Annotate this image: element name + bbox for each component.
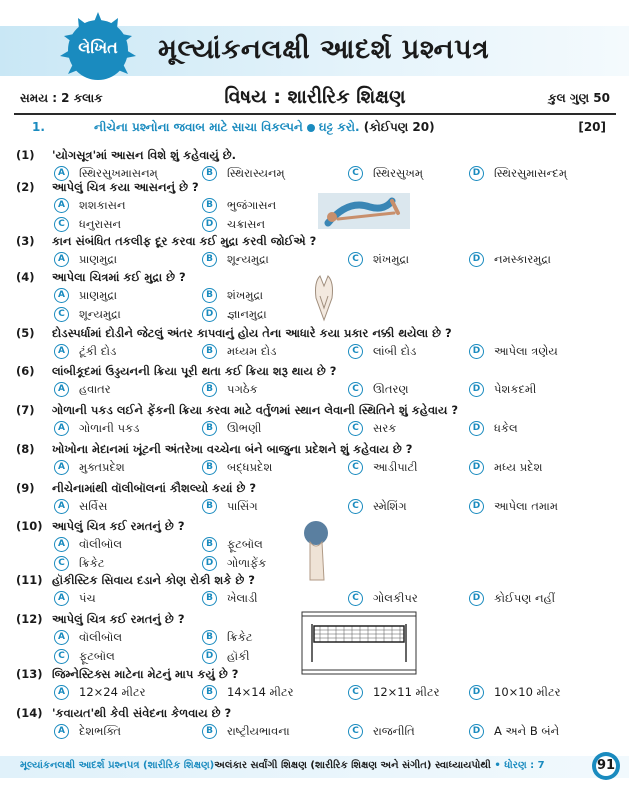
question-number: (1) [16, 148, 35, 162]
answer-option[interactable] [54, 252, 117, 267]
section-instruction [14, 120, 616, 138]
footer-grade: • ધોરણ : 7 [494, 760, 545, 771]
option-letter-circle[interactable]: B [202, 421, 217, 436]
option-text: પેશકદમી [494, 382, 537, 396]
page-number-badge [588, 748, 624, 784]
answer-option[interactable] [469, 166, 567, 181]
option-text: પગઠેક [227, 382, 258, 396]
question-text: ગોળાની પકડ લઈને ફેંકની ક્રિયા કરવા માટે વર્તુળમાં સ્થાન લેવાની સ્થિતિને શું કહેવાય ? [52, 403, 459, 417]
answer-option[interactable] [469, 591, 555, 606]
option-text: શંખમુદ્રા [373, 252, 410, 266]
option-text: કોઈપણ નહીં [494, 591, 556, 605]
question-number: (7) [16, 403, 35, 417]
court-diagram-picture [300, 610, 418, 680]
footer-text [20, 760, 545, 771]
option-text: ટૂંકી દોડ [79, 344, 117, 358]
option-text: ગોળાફેંક [227, 556, 267, 570]
option-text: પંચ [79, 591, 96, 605]
option-text: 10×10 મીટર [494, 685, 561, 699]
option-text: મધ્યમ દોડ [227, 344, 277, 358]
option-text: હૉકી [227, 649, 250, 663]
option-text: મુક્તપ્રદેશ [79, 460, 125, 474]
answer-option[interactable] [202, 344, 276, 359]
question-text: જિમ્નેસ્ટિક્સ માટેના મેટનું માપ કયું છે ? [52, 667, 239, 681]
answer-option[interactable] [348, 166, 423, 181]
answer-option[interactable] [469, 499, 558, 514]
option-letter-circle[interactable]: A [54, 344, 69, 359]
option-letter-circle[interactable]: A [54, 460, 69, 475]
question-text: નીચેનામાંથી વૉલીબૉલનાં કૌશલ્યો કયાં છે ? [52, 481, 257, 495]
option-letter-circle[interactable]: C [348, 421, 363, 436]
answer-option[interactable] [202, 630, 253, 645]
option-letter-circle[interactable]: A [54, 252, 69, 267]
ball-icon [300, 520, 332, 582]
badge-label: લેખિત [78, 38, 118, 57]
footer-book: અલંકાર સર્વાંગી શિક્ષણ (શારીરિક શિક્ષણ અને સંગીત) સ્વાધ્યાયપોથી [214, 760, 491, 771]
dhanurasana-picture [318, 193, 410, 233]
answer-option[interactable] [54, 630, 122, 645]
option-text: સ્મેશિંગ [373, 499, 407, 513]
option-letter-circle[interactable]: D [202, 556, 217, 571]
answer-option[interactable] [348, 344, 416, 359]
option-text: 12×11 મીટર [373, 685, 440, 699]
question-number: (10) [16, 519, 43, 533]
answer-option[interactable] [469, 382, 536, 397]
option-text: સરક [373, 421, 397, 435]
question-text: 'યોગસૂત્ર'માં આસન વિશે શું કહેવાયું છે. [52, 148, 237, 162]
answer-option[interactable] [202, 649, 250, 664]
option-letter-circle[interactable]: D [469, 460, 484, 475]
question-text: કાન સંબંધિત તકલીફ દૂર કરવા કઈ મુદ્રા કરવી જોઈએ ? [52, 234, 317, 248]
option-letter-circle[interactable]: D [469, 724, 484, 739]
option-text: ધનુરાસન [79, 217, 122, 231]
badge [56, 8, 140, 92]
question-text: આપેલું ચિત્ર કયા આસનનું છે ? [52, 180, 199, 194]
option-letter-circle[interactable]: D [469, 344, 484, 359]
option-text: હવાતર [79, 382, 111, 396]
section-number: 1. [32, 120, 45, 134]
page-footer [0, 756, 629, 778]
option-letter-circle[interactable]: C [348, 724, 363, 739]
option-letter-circle[interactable]: B [202, 591, 217, 606]
question-number: (12) [16, 612, 43, 626]
question-text: આપેલું ચિત્ર કઈ રમતનું છે ? [52, 519, 185, 533]
option-text: પાસિંગ [227, 499, 258, 513]
option-text: સર્વિસ [79, 499, 108, 513]
exam-time: સમય : 2 કલાક [20, 91, 103, 105]
answer-option[interactable] [469, 344, 558, 359]
footer-title: મૂલ્યાંકનલક્ષી આદર્શ પ્રશ્નપત્ર (શારીરિક શિક્ષણ) [20, 760, 215, 771]
option-text: શંખમુદ્રા [227, 288, 264, 302]
option-letter-circle[interactable]: A [54, 537, 69, 552]
answer-option[interactable] [202, 382, 258, 397]
option-text: ઊતરણ [373, 382, 409, 396]
question-text: હૉકીસ્ટિક સિવાય દડાને કોણ રોકી શકે છે ? [52, 573, 255, 587]
option-letter-circle[interactable]: C [348, 499, 363, 514]
option-text: ઊભણી [227, 421, 262, 435]
question-number: (13) [16, 667, 43, 681]
option-text: બદ્ધપ્રદેશ [227, 460, 273, 474]
answer-option[interactable] [348, 591, 418, 606]
option-text: દેશભક્તિ [79, 724, 121, 738]
answer-option[interactable] [54, 344, 116, 359]
answer-option[interactable] [54, 421, 139, 436]
question-text: દોડસ્પર્ધામાં દોડીને જેટલું અંતર કાપવાનું હોય તેના આધારે કયા પ્રકાર નક્કી થયેલા છે ? [52, 326, 452, 340]
option-text: ક્રિકેટ [79, 556, 105, 570]
option-text: વૉલીબૉલ [79, 537, 123, 551]
answer-option[interactable] [54, 307, 121, 322]
instruction-action: ઘટ્ટ કરો. [318, 120, 360, 134]
answer-option[interactable] [54, 166, 158, 181]
question-text: આપેલા ચિત્રમાં કઈ મુદ્રા છે ? [52, 270, 186, 284]
answer-option[interactable] [202, 537, 263, 552]
option-text: સ્થિરાસ્યનમ્ [227, 166, 285, 180]
option-text: ફૂટબૉલ [227, 537, 263, 551]
question-number: (4) [16, 270, 35, 284]
option-letter-circle[interactable]: C [54, 307, 69, 322]
option-letter-circle[interactable]: B [202, 499, 217, 514]
answer-option[interactable] [54, 724, 121, 739]
answer-option[interactable] [348, 421, 396, 436]
question-number: (6) [16, 364, 35, 378]
question-number: (14) [16, 706, 43, 720]
option-letter-circle[interactable]: B [202, 198, 217, 213]
exam-total-marks: કુલ ગુણ 50 [548, 91, 610, 105]
option-letter-circle[interactable]: B [202, 166, 217, 181]
option-letter-circle[interactable]: C [348, 460, 363, 475]
answer-option[interactable] [54, 649, 115, 664]
answer-option[interactable] [348, 252, 409, 267]
answer-option[interactable] [54, 556, 105, 571]
net-court-icon [300, 610, 418, 676]
answer-option[interactable] [202, 307, 267, 322]
answer-option[interactable] [469, 460, 543, 475]
instruction-choice: (કોઈપણ 20) [363, 120, 435, 134]
option-text: આડીપાટી [373, 460, 418, 474]
option-letter-circle[interactable]: C [54, 217, 69, 232]
exam-subject: વિષય : શારીરિક શિક્ષણ [224, 86, 406, 108]
question-number: (11) [16, 573, 43, 587]
option-text: સ્થિરસુખમ્ [373, 166, 423, 180]
option-text: શૂન્યમુદ્રા [79, 307, 121, 321]
option-text: સ્થિરસુખમાસનમ્ [79, 166, 158, 180]
answer-option[interactable] [202, 591, 258, 606]
option-text: 14×14 મીટર [227, 685, 294, 699]
option-text: ફૂટબૉલ [79, 649, 115, 663]
question-number: (5) [16, 326, 35, 340]
answer-option[interactable] [54, 217, 121, 232]
option-letter-circle[interactable]: B [202, 685, 217, 700]
answer-option[interactable] [54, 288, 117, 303]
option-text: સ્થિરસુમાસન્દમ્ [494, 166, 567, 180]
option-text: ધકેલ [494, 421, 518, 435]
option-letter-circle[interactable]: A [54, 630, 69, 645]
option-letter-circle[interactable]: C [348, 344, 363, 359]
option-text: 12×24 મીટર [79, 685, 146, 699]
answer-option[interactable] [202, 166, 285, 181]
option-letter-circle[interactable]: C [54, 556, 69, 571]
option-text: ગોળાની પકડ [79, 421, 140, 435]
mudra-picture [304, 272, 344, 326]
answer-option[interactable] [202, 421, 261, 436]
option-text: ચક્રાસન [227, 217, 266, 231]
option-text: નમસ્કારમુદ્રા [494, 252, 551, 266]
answer-option[interactable] [54, 198, 126, 213]
option-text: શૂન્યમુદ્રા [227, 252, 269, 266]
question-text: ખોખોના મેદાનમાં ખૂંટની અંતરેખા વચ્ચેના બંને બાજુના પ્રદેશને શું કહેવાય છે ? [52, 442, 413, 456]
option-text: જ્ઞાનમુદ્રા [227, 307, 267, 321]
answer-option[interactable] [469, 252, 551, 267]
option-letter-circle[interactable]: D [469, 685, 484, 700]
question-text: આપેલું ચિત્ર કઈ રમતનું છે ? [52, 612, 185, 626]
option-letter-circle[interactable]: D [469, 499, 484, 514]
option-letter-circle[interactable]: A [54, 382, 69, 397]
answer-option[interactable] [202, 556, 266, 571]
option-letter-circle[interactable]: B [202, 460, 217, 475]
answer-option[interactable] [202, 217, 265, 232]
option-letter-circle[interactable]: A [54, 724, 69, 739]
answer-option[interactable] [54, 499, 107, 514]
page-number: 91 [596, 758, 616, 773]
option-letter-circle[interactable]: C [348, 685, 363, 700]
answer-option[interactable] [202, 252, 269, 267]
option-text: આપેલા ત્રણેય [494, 344, 558, 358]
answer-option[interactable] [348, 382, 409, 397]
option-text: આપેલા તમામ [494, 499, 558, 513]
option-letter-circle[interactable]: B [202, 288, 217, 303]
option-letter-circle[interactable]: B [202, 382, 217, 397]
answer-option[interactable] [202, 685, 294, 700]
option-letter-circle[interactable]: A [54, 591, 69, 606]
answer-option[interactable] [469, 421, 518, 436]
instruction-text [94, 120, 435, 135]
answer-option[interactable] [348, 499, 407, 514]
question-number: (8) [16, 442, 35, 456]
option-letter-circle[interactable]: D [202, 307, 217, 322]
option-text: પ્રાણમુદ્રા [79, 288, 118, 302]
option-letter-circle[interactable]: A [54, 288, 69, 303]
page-header [0, 0, 629, 82]
ball-hand-picture [300, 520, 332, 586]
option-text: રાષ્ટ્રીયભાવના [227, 724, 290, 738]
exam-info-bar [14, 86, 616, 112]
question-text: લાંબીકૂદમાં ઉડ્ડયનની ક્રિયા પૂરી થતા કઈ ક્રિયા શરૂ થાય છે ? [52, 364, 337, 378]
option-letter-circle[interactable]: A [54, 198, 69, 213]
option-text: મધ્ય પ્રદેશ [494, 460, 543, 474]
question-text: 'કવાયત'થી કેવી સંવેદના કેળવાય છે ? [52, 706, 232, 720]
option-letter-circle[interactable]: D [202, 217, 217, 232]
option-text: ક્રિકેટ [227, 630, 253, 644]
option-text: પ્રાણમુદ્રા [79, 252, 118, 266]
answer-option[interactable] [202, 724, 290, 739]
answer-option[interactable] [54, 591, 96, 606]
option-letter-circle[interactable]: C [54, 649, 69, 664]
page-title: મૂલ્યાંકનલક્ષી આદર્શ પ્રશ્નપત્ર [158, 34, 490, 65]
option-letter-circle[interactable]: D [202, 649, 217, 664]
yoga-pose-icon [318, 193, 410, 229]
answer-option[interactable] [348, 724, 415, 739]
section-marks: [20] [578, 120, 606, 134]
answer-option[interactable] [54, 460, 125, 475]
answer-option[interactable] [348, 685, 440, 700]
answer-option[interactable] [202, 198, 276, 213]
option-text: રાજનીતિ [373, 724, 415, 738]
divider [14, 113, 616, 115]
bullet-dot-icon [307, 124, 315, 132]
question-number: (3) [16, 234, 35, 248]
answer-option[interactable] [202, 499, 258, 514]
option-letter-circle[interactable]: A [54, 685, 69, 700]
option-text: વૉલીબૉલ [79, 630, 123, 644]
option-letter-circle[interactable]: C [348, 382, 363, 397]
answer-option[interactable] [348, 460, 418, 475]
answer-option[interactable] [202, 460, 272, 475]
option-letter-circle[interactable]: C [348, 252, 363, 267]
instruction-main: નીચેના પ્રશ્નોના જવાબ માટે સાચા વિકલ્પને [94, 120, 303, 134]
option-text: લાંબી દોડ [373, 344, 417, 358]
option-letter-circle[interactable]: D [469, 591, 484, 606]
option-letter-circle[interactable]: A [54, 421, 69, 436]
hand-mudra-icon [304, 272, 344, 322]
option-text: ખેલાડી [227, 591, 258, 605]
option-text: શશકાસન [79, 198, 126, 212]
answer-option[interactable] [54, 537, 122, 552]
answer-option[interactable] [469, 685, 561, 700]
option-letter-circle[interactable]: A [54, 499, 69, 514]
option-letter-circle[interactable]: D [469, 382, 484, 397]
option-text: ભુજંગાસન [227, 198, 277, 212]
option-letter-circle[interactable]: B [202, 630, 217, 645]
answer-option[interactable] [54, 382, 111, 397]
option-letter-circle[interactable]: D [469, 166, 484, 181]
option-letter-circle[interactable]: A [54, 166, 69, 181]
option-text: ગોલકીપર [373, 591, 418, 605]
answer-option[interactable] [469, 724, 559, 739]
question-number: (9) [16, 481, 35, 495]
option-letter-circle[interactable]: B [202, 252, 217, 267]
option-letter-circle[interactable]: C [348, 591, 363, 606]
option-text: A અને B બંને [494, 724, 560, 738]
option-letter-circle[interactable]: B [202, 344, 217, 359]
question-number: (2) [16, 180, 35, 194]
option-letter-circle[interactable]: B [202, 537, 217, 552]
option-letter-circle[interactable]: C [348, 166, 363, 181]
option-letter-circle[interactable]: D [469, 421, 484, 436]
answer-option[interactable] [54, 685, 146, 700]
option-letter-circle[interactable]: D [469, 252, 484, 267]
answer-option[interactable] [202, 288, 263, 303]
option-letter-circle[interactable]: B [202, 724, 217, 739]
